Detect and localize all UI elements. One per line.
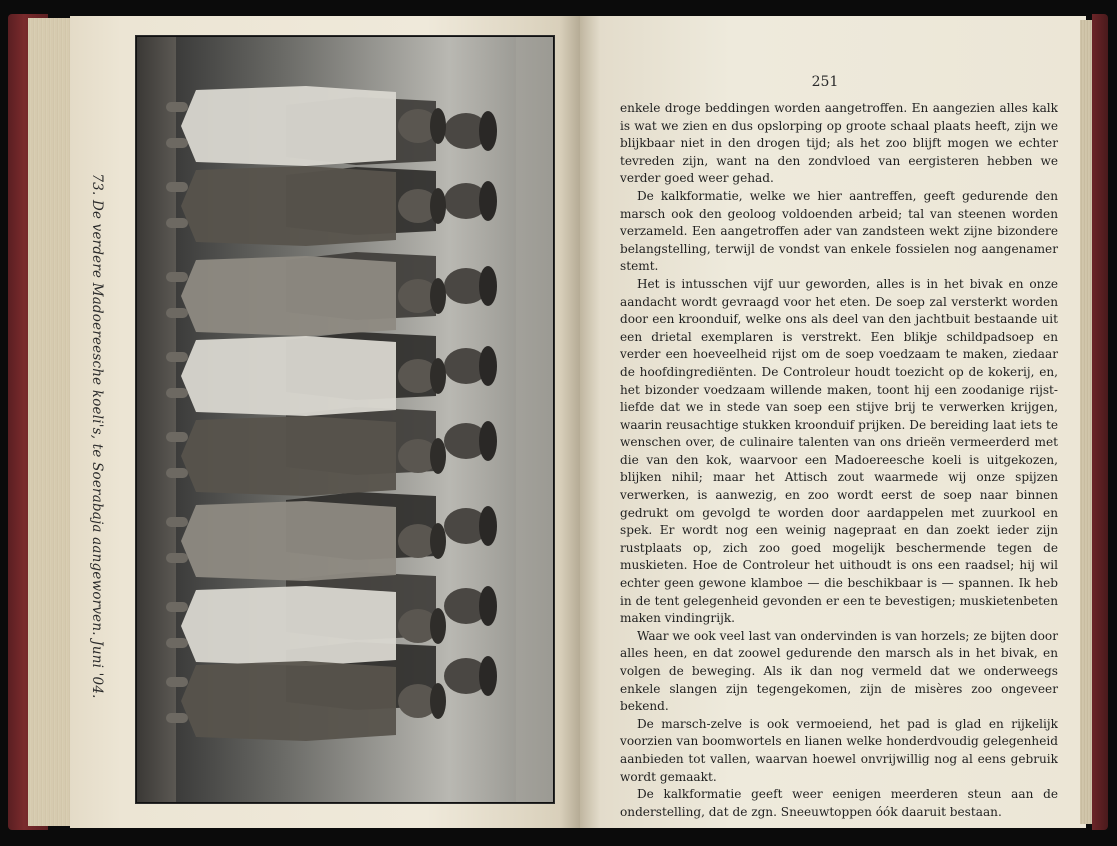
paragraph: De kalkformatie geeft weer eenigen meerderen steun aan de onderstelling, dat de zgn. Sneeuwtoppen óók daaruit bestaan. [620, 787, 1058, 819]
paragraph: De kalkformatie, welke we hier aantreffen, geeft gedurende den marsch ook den geoloog voldoenden arbeid; tal van steenen worden verzameld. Een aangetroffen ader van zandsteen wekt zijne bizondere belangstelling, terwijl de vondst van enkele fossielen nog aangenamer stemt. [620, 188, 1058, 274]
book-cover-right [1092, 14, 1108, 830]
group-photograph [135, 35, 555, 804]
paragraph: enkele droge beddingen worden aangetroffen. En aangezien alles kalk is wat we zien en dus opslorping op groote schaal plaats heeft, zijn we blijkbaar niet in den drogen tijd; als het zoo blijft mogen we echter tevreden zijn, want na den zondvloed van eergisteren hebben we verder goed weer gehad. [620, 101, 1058, 186]
paragraph: Het is intusschen vijf uur geworden, alles is in het bivak en onze aandacht wordt gevraagd voor het eten. De soep zal versterkt worden door een kroonduif, welke ons als deel van den jachtbuit bestaande uit een drietal exemplaren is verstrekt. Een blikje schildpadsoep en verder een hoeveelheid rijst om de soep voedzaam te maken, ziedaar de hoofdingrediënten. De Controleur houdt toezicht op de kokerij, en, het bizonder voedzaam willende maken, toont hij een zoodanige rijst-liefde dat we in stede van soep een stijve brij te verwerken krijgen, waarin reusachtige stukken kroonduif prijken. De bereiding laat iets te wenschen over, de culinaire talenten van ons drieën vermeerderd met die van den kok, waarvoor een Madoereesche koeli is uitgekozen, blijken nihil; maar het Attisch zout waarmede wij onze spijzen verwerken, is aanwezig, en zoo wordt eerst de soep naar binnen gedrukt om gevolgd te worden door aardappelen met zuurkool en spek. Er wordt nog een weinig nagepraat en dan zoekt ieder zijn rustplaats op, zich zoo goed mogelijk beschermende tegen de muskieten. Hoe de Controleur het uithoudt is ons een raadsel; hij wil echter geen gewone klamboe — die beschikbaar is — spannen. Ik heb in de tent gelegenheid gevonden er een te bevestigen; muskietenbeten maken vindingrijk. [620, 276, 1058, 626]
page-edges-left [28, 18, 72, 826]
body-text [620, 100, 1058, 821]
paragraph: Waar we ook veel last van ondervinden is van horzels; ze bijten door alles heen, en dat zoowel gedurende den marsch als in het bivak, en volgen de beweging. Als ik dan nog vermeld dat we onderweegs enkele slangen zijn tegengekomen, zijn de misères zoo ongeveer bekend. [620, 628, 1058, 714]
page-number: 251 [811, 74, 839, 90]
photo-caption: 73. De verdere Madoereesche koeli's, te Soerabaja aangeworven. Juni '04. [89, 173, 105, 699]
paragraph: De marsch-zelve is ook vermoeiend, het pad is glad en rijkelijk voorzien van boomwortels en lianen welke honderdvoudig gelegenheid aanbieden tot vallen, waarvan hoewel onvrijwillig nog al eens gebruik wordt gemaakt. [620, 716, 1058, 784]
